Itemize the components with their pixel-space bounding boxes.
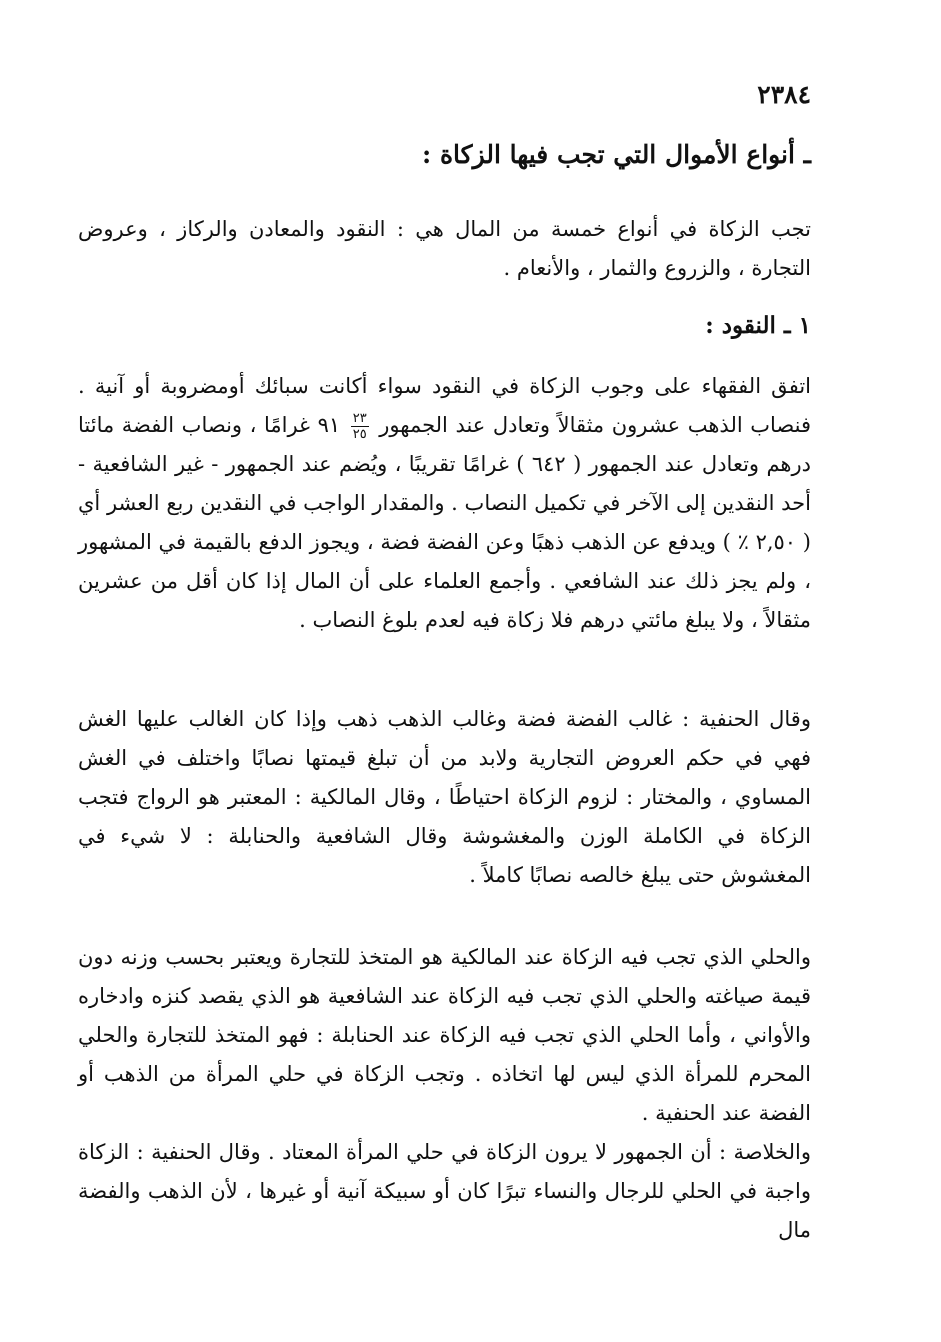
- summary-paragraph: والخلاصة : أن الجمهور لا يرون الزكاة في حلي المرأة المعتاد . وقال الحنفية : الزكاة واجبة في الحلي للرجال والنساء تبرًا كان أو سبيكة آنية أو غيرها ، لأن الذهب والفضة مال: [78, 1140, 811, 1242]
- money-paragraph: [78, 367, 811, 640]
- fraction-denominator: ٢٥: [352, 427, 367, 442]
- jewelry-paragraph: والحلي الذي تجب فيه الزكاة عند المالكية هو المتخذ للتجارة ويعتبر بحسب وزنه دون قيمة صياغته والحلي الذي تجب فيه الزكاة عند الشافعية هو الذي يقصد كنزه وادخاره والأواني ، وأما الحلي الذي تجب فيه الزكاة عند الحنابلة : فهو المتخذ للتجارة والحلي المحرم للمرأة الذي ليس لها اتخاذه . وتجب الزكاة في حلي المرأة من الذهب أو الفضة عند الحنفية .: [78, 945, 811, 1125]
- page-heading: ـ أنواع الأموال التي تجب فيها الزكاة :: [422, 140, 811, 169]
- fraction-numerator: ٢٣: [352, 411, 367, 426]
- section-heading: ١ ـ النقود :: [705, 312, 811, 339]
- money-paragraph-part2: ٩١ غرامًا ، ونصاب الفضة مائتا درهم وتعادل عند الجمهور ( ٦٤٢ ) غرامًا تقريبًا ، ويُضم عند الجمهور - غير الشافعية - أحد النقدين إلى الآخر في تكميل النصاب . والمقدار الواجب في النقدين ربع العشر أي ( ٢,٥٠ ٪ ) ويدفع عن الذهب ذهبًا وعن الفضة فضة ، ويجوز الدفع بالقيمة في المشهور ، ولم يجز ذلك عند الشافعي . وأجمع العلماء على أن المال إذا كان أقل من عشرين مثقالاً ، ولا يبلغ مائتي درهم فلا زكاة فيه لعدم بلوغ النصاب .: [78, 413, 811, 632]
- intro-paragraph: تجب الزكاة في أنواع خمسة من المال هي : النقود والمعادن والركاز ، وعروض التجارة ، والزروع والثمار ، والأنعام .: [78, 217, 811, 280]
- money-paragraph-part1: اتفق الفقهاء على وجوب الزكاة في النقود سواء أكانت سبائك أومضروبة أو آنية . فنصاب الذهب عشرون مثقالاً وتعادل عند الجمهور: [78, 374, 811, 437]
- page-number: ٢٣٨٤: [757, 80, 811, 109]
- weight-fraction: [351, 411, 369, 442]
- hanafi-paragraph: وقال الحنفية : غالب الفضة فضة وغالب الذهب ذهب وإذا كان الغالب عليها الغش فهي في حكم العروض التجارية ولابد من أن تبلغ قيمتها نصابًا واختلف في الغش المساوي ، والمختار : لزوم الزكاة احتياطًا ، وقال المالكية : المعتبر هو الرواج فتجب الزكاة في الكاملة الوزن والمغشوشة وقال الشافعية والحنابلة : لا شيء في المغشوش حتى يبلغ خالصه نصابًا كاملاً .: [78, 707, 811, 887]
